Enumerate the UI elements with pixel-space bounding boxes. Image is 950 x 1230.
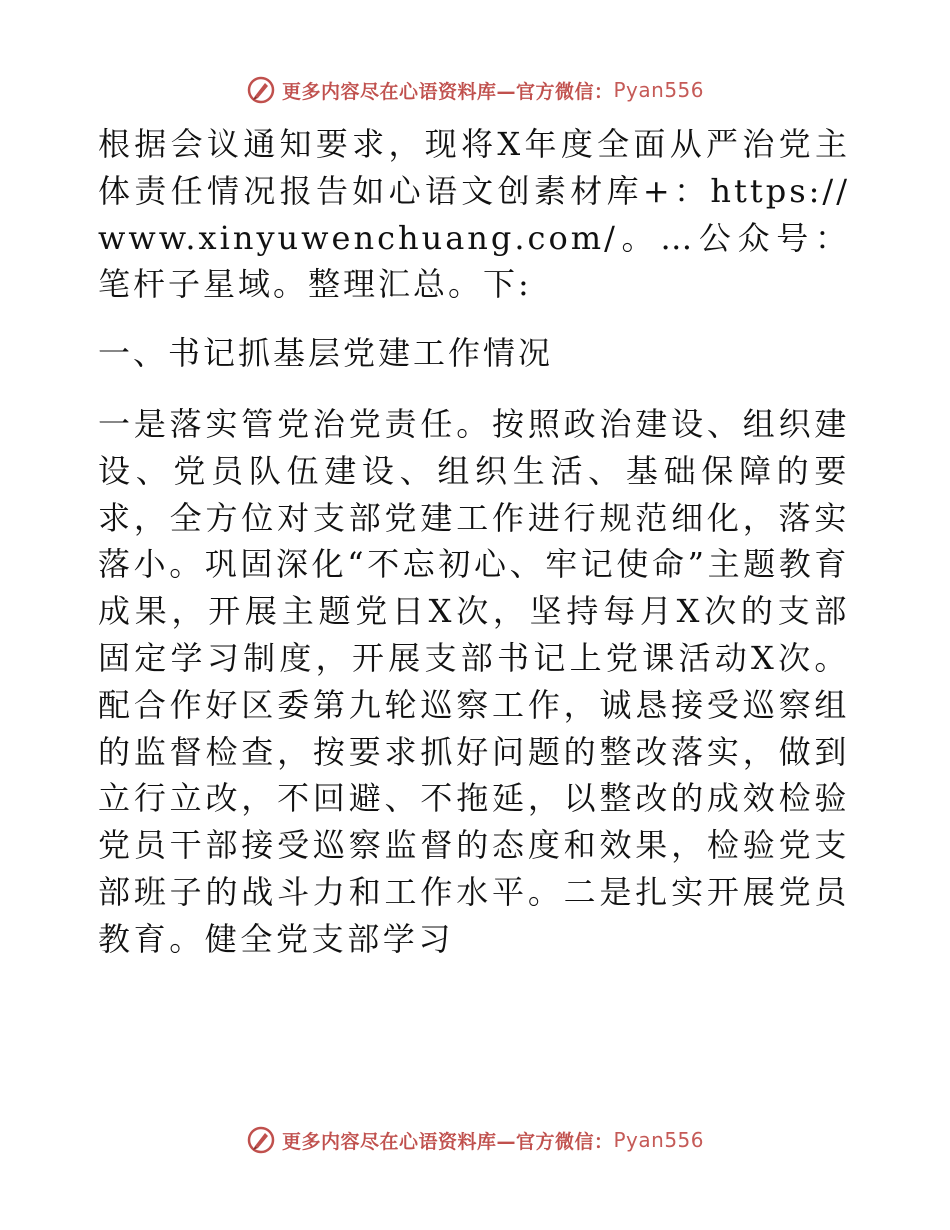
watermark-text: 更多内容尽在心语资料库—官方微信：	[281, 80, 614, 103]
header-watermark	[0, 72, 950, 108]
intro-paragraph: 根据会议通知要求，现将X年度全面从严治党主体责任情况报告如心语文创素材库+：https://www.xinyuwenchuang.com/。…公众号：笔杆子星域。整理汇总。下:	[98, 125, 850, 304]
body-paragraph: 一是落实管党治党责任。按照政治建设、组织建设、党员队伍建设、组织生活、基础保障的要求，全方位对支部党建工作进行规范细化，落实落小。巩固深化“不忘初心、牢记使命”主题教育成果，开展主题党日X次，坚持每月X次的支部固定学习制度，开展支部书记上党课活动X次。配合作好区委第九轮巡察工作，诚恳接受巡察组的监督检查，按要求抓好问题的整改落实，做到立行立改，不回避、不拖延，以整改的成效检验党员干部接受巡察监督的态度和效果，检验党支部班子的战斗力和工作水平。二是扎实开展党员教育。健全党支部学习	[98, 404, 850, 958]
watermark-wechat-id: Pyan556	[613, 78, 705, 102]
pen-logo-icon	[246, 1125, 276, 1155]
watermark-text: 更多内容尽在心语资料库—官方微信：	[281, 1130, 614, 1153]
document-body	[98, 121, 850, 963]
section-heading: 一、书记抓基层党建工作情况	[98, 334, 554, 373]
footer-watermark	[0, 1122, 950, 1158]
pen-logo-icon	[246, 75, 276, 105]
watermark-wechat-id: Pyan556	[613, 1128, 705, 1152]
